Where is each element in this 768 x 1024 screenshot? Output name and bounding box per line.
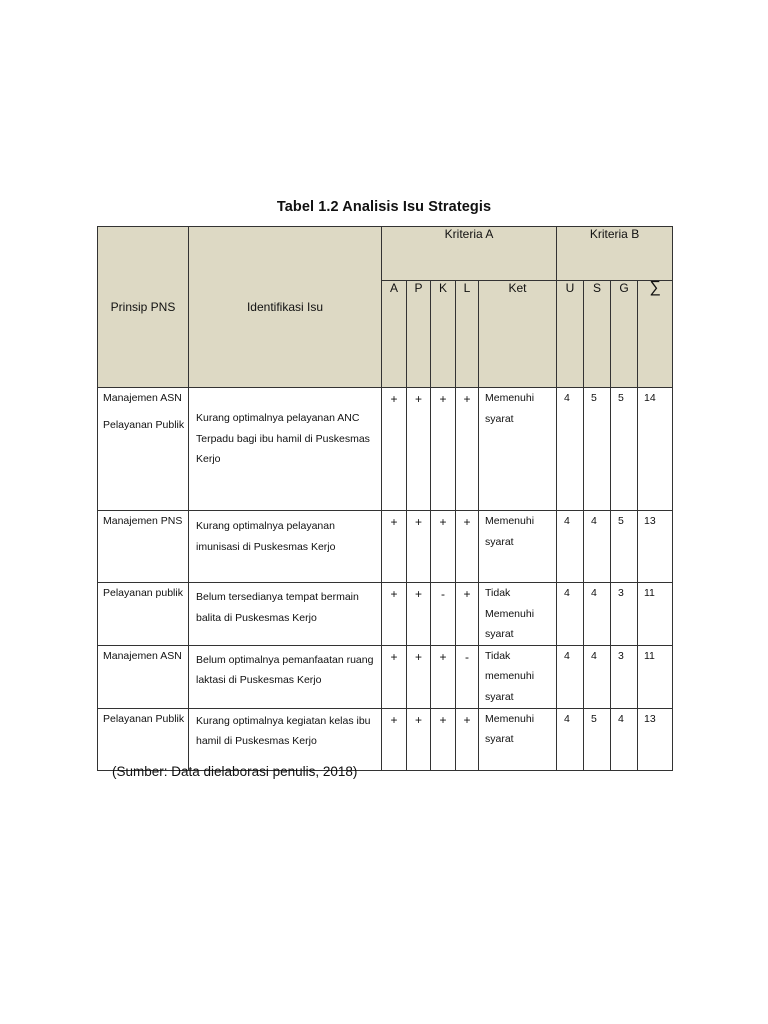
cell-s: 4 (584, 511, 611, 583)
cell-l: + (456, 388, 479, 511)
cell-a: + (382, 583, 407, 646)
isu-text: Belum optimalnya pemanfaatan ruang laktasi di Puskesmas Kerjo (196, 653, 374, 686)
isu-text: Kurang optimalnya pelayanan ANC Terpadu bagi ibu hamil di Puskesmas Kerjo (196, 412, 370, 465)
table-row (98, 511, 673, 583)
cell-k: + (431, 388, 456, 511)
cell-g: 5 (611, 388, 638, 511)
cell-p: + (407, 388, 431, 511)
cell-identifikasi-isu (189, 583, 382, 646)
cell-u: 4 (557, 645, 584, 708)
table-row (98, 388, 673, 511)
source-caption: (Sumber: Data dielaborasi penulis, 2018) (112, 764, 358, 779)
isu-text: Kurang optimalnya pelayanan imunisasi di Puskesmas Kerjo (196, 520, 336, 553)
header-sum-sigma: ∑ (638, 281, 673, 388)
cell-identifikasi-isu (189, 388, 382, 511)
cell-p: + (407, 708, 431, 770)
prinsip-label: Manajemen ASN (103, 392, 182, 404)
header-kriteria-a: Kriteria A (382, 227, 557, 281)
header-a: A (382, 281, 407, 388)
table-row (98, 708, 673, 770)
cell-a: + (382, 645, 407, 708)
cell-g: 3 (611, 645, 638, 708)
cell-a: + (382, 511, 407, 583)
cell-k: + (431, 511, 456, 583)
header-g: G (611, 281, 638, 388)
cell-l: - (456, 645, 479, 708)
cell-u: 4 (557, 511, 584, 583)
header-ket: Ket (479, 281, 557, 388)
table-row (98, 583, 673, 646)
table-title: Tabel 1.2 Analisis Isu Strategis (276, 199, 492, 215)
strategic-issue-table (97, 226, 673, 771)
cell-l: + (456, 708, 479, 770)
cell-u: 4 (557, 388, 584, 511)
cell-p: + (407, 511, 431, 583)
cell-s: 4 (584, 645, 611, 708)
cell-sum: 11 (638, 583, 673, 646)
cell-prinsip (98, 388, 189, 511)
cell-k: + (431, 645, 456, 708)
cell-g: 5 (611, 511, 638, 583)
cell-k: + (431, 708, 456, 770)
cell-ket: Tidak Memenuhi syarat (479, 583, 557, 646)
table-row (98, 645, 673, 708)
cell-sum: 11 (638, 645, 673, 708)
cell-k: - (431, 583, 456, 646)
cell-identifikasi-isu (189, 708, 382, 770)
cell-l: + (456, 583, 479, 646)
cell-ket: Tidak memenuhi syarat (479, 645, 557, 708)
cell-g: 3 (611, 583, 638, 646)
cell-prinsip: Pelayanan publik (98, 583, 189, 646)
cell-u: 4 (557, 583, 584, 646)
cell-a: + (382, 708, 407, 770)
header-s: S (584, 281, 611, 388)
cell-a: + (382, 388, 407, 511)
header-k: K (431, 281, 456, 388)
cell-s: 5 (584, 388, 611, 511)
cell-u: 4 (557, 708, 584, 770)
cell-ket: Memenuhi syarat (479, 511, 557, 583)
cell-p: + (407, 645, 431, 708)
header-kriteria-b: Kriteria B (557, 227, 673, 281)
cell-ket: Memenuhi syarat (479, 388, 557, 511)
cell-prinsip: Pelayanan Publik (98, 708, 189, 770)
cell-s: 4 (584, 583, 611, 646)
header-p: P (407, 281, 431, 388)
table-body (98, 388, 673, 771)
cell-sum: 14 (638, 388, 673, 511)
cell-g: 4 (611, 708, 638, 770)
cell-prinsip: Manajemen PNS (98, 511, 189, 583)
cell-p: + (407, 583, 431, 646)
cell-sum: 13 (638, 708, 673, 770)
cell-l: + (456, 511, 479, 583)
cell-identifikasi-isu (189, 645, 382, 708)
cell-prinsip: Manajemen ASN (98, 645, 189, 708)
header-u: U (557, 281, 584, 388)
cell-identifikasi-isu (189, 511, 382, 583)
isu-text: Belum tersedianya tempat bermain balita di Puskesmas Kerjo (196, 591, 359, 624)
table-header (98, 227, 673, 388)
cell-s: 5 (584, 708, 611, 770)
cell-ket: Memenuhi syarat (479, 708, 557, 770)
header-identifikasi-isu: Identifikasi Isu (189, 227, 382, 388)
prinsip-label-secondary: Pelayanan Publik (103, 418, 185, 431)
isu-text: Kurang optimalnya kegiatan kelas ibu hamil di Puskesmas Kerjo (196, 714, 371, 747)
header-prinsip-pns: Prinsip PNS (98, 227, 189, 388)
header-l: L (456, 281, 479, 388)
cell-sum: 13 (638, 511, 673, 583)
